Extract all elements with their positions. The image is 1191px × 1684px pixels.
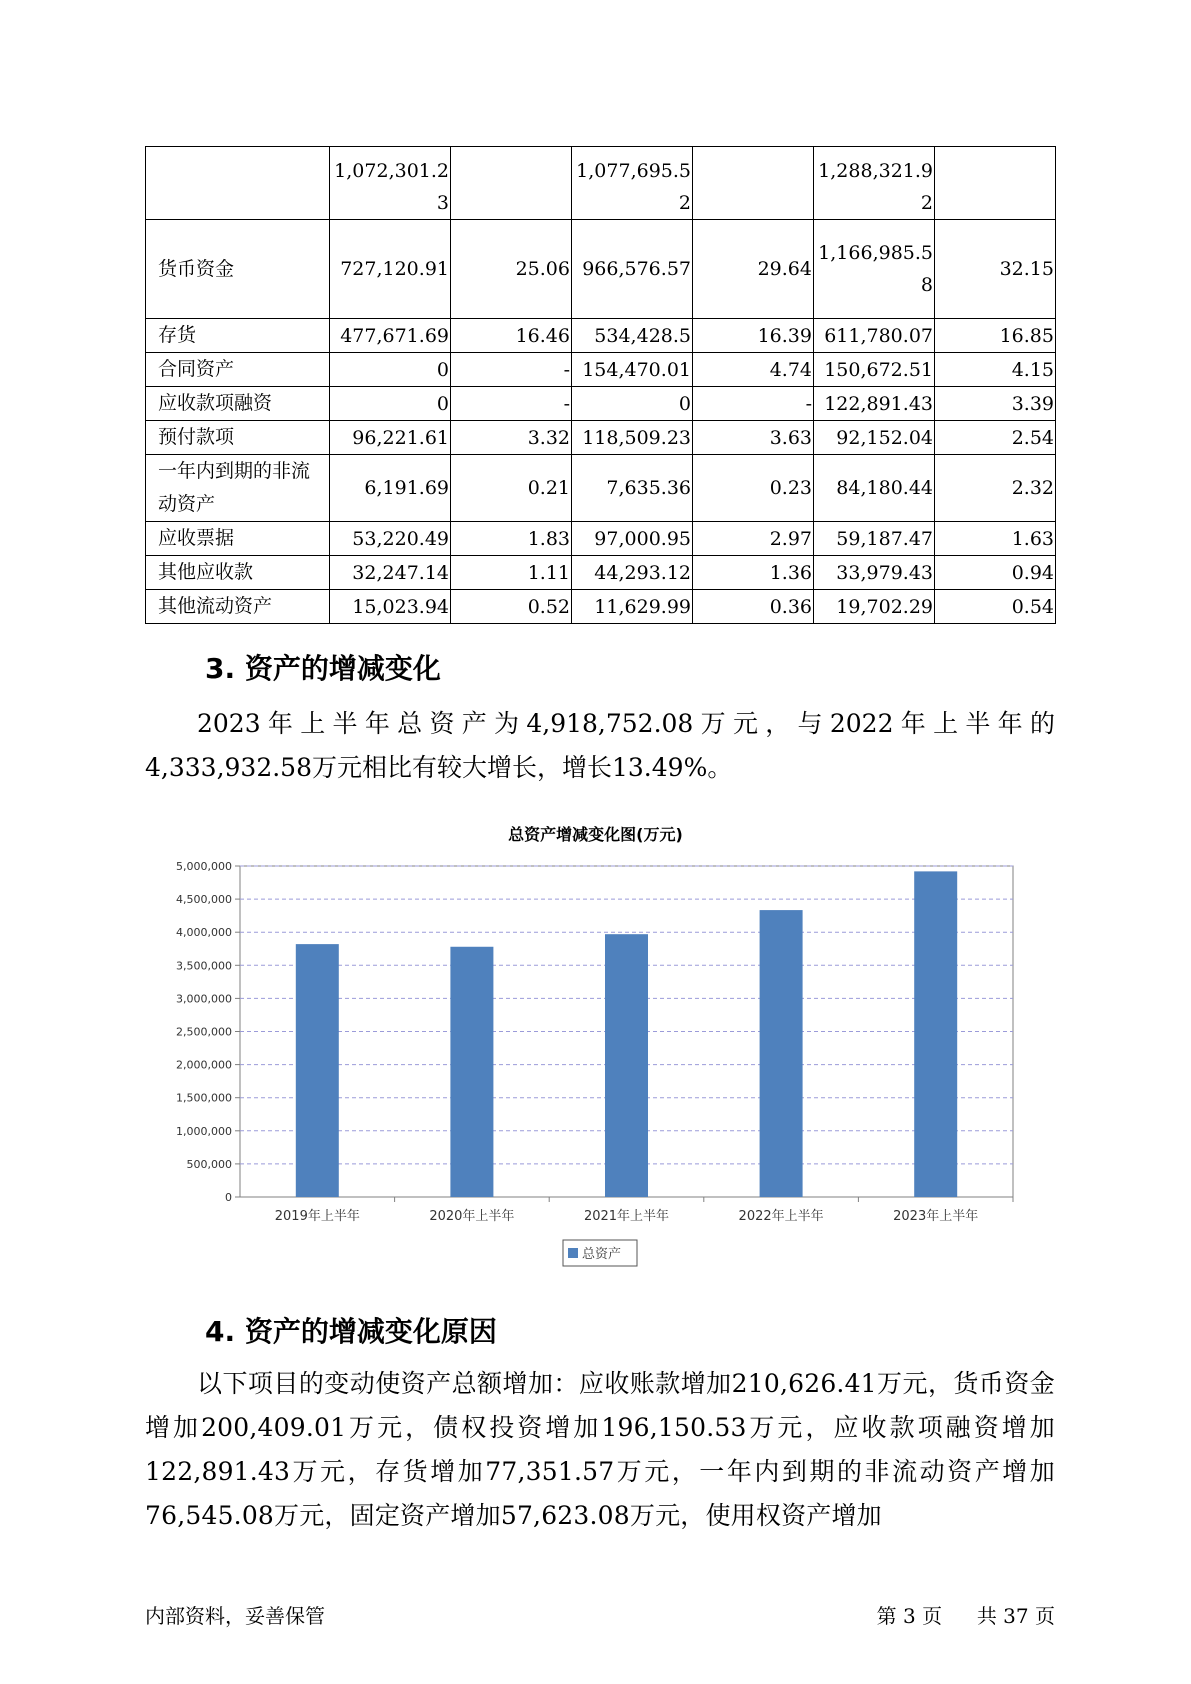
y-tick-label: 2,500,000 [176,1025,232,1039]
table-cell: 92,152.04 [814,421,935,455]
section-4-paragraph: 以下项目的变动使资产总额增加：应收账款增加210,626.41万元，货币资金增加200,409.01万元，债权投资增加196,150.53万元，应收款项融资增加122,891.43万元，存货增加77,351.57万元，一年内到期的非流动资产增加76,545.08万元，固定资产增加57,623.08万元，使用权资产增加 [145,1369,1055,1530]
footer-page-info [877,1600,1055,1629]
table-cell: 3.39 [935,387,1056,421]
table-cell: 0.54 [935,590,1056,624]
table-row-label: 一年内到期的非流动资产 [146,455,330,522]
table-cell: 1,077,695.52 [572,147,693,220]
table-cell: 1,166,985.58 [814,220,935,319]
table-row-label: 合同资产 [146,353,330,387]
y-tick-label: 4,000,000 [176,926,232,940]
table-cell: 534,428.5 [572,319,693,353]
table-cell: 0 [330,387,451,421]
table-cell: 0.36 [693,590,814,624]
table-row-label: 预付款项 [146,421,330,455]
table-cell: 1.11 [451,556,572,590]
table-cell: 1.36 [693,556,814,590]
y-tick-label: 5,000,000 [176,860,232,873]
table-cell: 2.54 [935,421,1056,455]
table-cell: 25.06 [451,220,572,319]
table-cell: 16.46 [451,319,572,353]
table-cell: 2.32 [935,455,1056,522]
table-cell: 3.32 [451,421,572,455]
table-cell: 0 [330,353,451,387]
table-cell: 16.85 [935,319,1056,353]
x-tick-label: 2019年上半年 [274,1209,360,1224]
bar [760,910,803,1197]
bar [296,944,339,1197]
table-row-label: 货币资金 [146,220,330,319]
table-cell: 477,671.69 [330,319,451,353]
table-cell: 1,072,301.23 [330,147,451,220]
table-cell: 44,293.12 [572,556,693,590]
table-row-label: 应收票据 [146,522,330,556]
legend-swatch [568,1248,578,1258]
table-cell: 0.23 [693,455,814,522]
table-cell: 4.15 [935,353,1056,387]
y-tick-label: 1,000,000 [176,1124,232,1138]
bar [914,871,957,1197]
bar [450,947,493,1197]
table-cell: 0.52 [451,590,572,624]
x-tick-label: 2022年上半年 [738,1209,824,1224]
table-cell: 97,000.95 [572,522,693,556]
table-cell: 1.63 [935,522,1056,556]
table-cell: 611,780.07 [814,319,935,353]
table-cell: 59,187.47 [814,522,935,556]
table-cell: 19,702.29 [814,590,935,624]
y-tick-label: 1,500,000 [176,1091,232,1105]
table-cell: 118,509.23 [572,421,693,455]
table-cell: 727,120.91 [330,220,451,319]
table-cell: 154,470.01 [572,353,693,387]
table-cell: 16.39 [693,319,814,353]
table-cell: 0.21 [451,455,572,522]
table-cell: 15,023.94 [330,590,451,624]
legend-label: 总资产 [582,1247,622,1262]
footer-page-total: 共 37 页 [976,1604,1055,1628]
section-3-paragraph: 2023年上半年总资产为4,918,752.08万元，与2022年上半年的4,333,932.58万元相比有较大增长，增长13.49%。 [145,709,1055,782]
table-cell: 4.74 [693,353,814,387]
table-cell: 0 [572,387,693,421]
chart-title: 总资产增减变化图(万元) [508,825,683,844]
table-row-label: 存货 [146,319,330,353]
y-tick-label: 3,000,000 [176,992,232,1006]
y-tick-label: 0 [225,1191,232,1204]
y-tick-label: 4,500,000 [176,893,232,907]
table-cell: 150,672.51 [814,353,935,387]
table-cell: 1.83 [451,522,572,556]
table-cell: 6,191.69 [330,455,451,522]
table-row-label: 其他流动资产 [146,590,330,624]
table-cell: 2.97 [693,522,814,556]
table-cell: 32.15 [935,220,1056,319]
table-cell: 84,180.44 [814,455,935,522]
table-cell: 7,635.36 [572,455,693,522]
y-tick-label: 500,000 [186,1157,232,1171]
table-cell: - [451,353,572,387]
x-tick-label: 2020年上半年 [429,1209,515,1224]
table-cell: 0.94 [935,556,1056,590]
table-cell: 966,576.57 [572,220,693,319]
table-row-label: 应收款项融资 [146,387,330,421]
table-cell: 29.64 [693,220,814,319]
table-cell: 1,288,321.92 [814,147,935,220]
table-cell: 53,220.49 [330,522,451,556]
table-cell: - [693,387,814,421]
table-row-label: 其他应收款 [146,556,330,590]
y-tick-label: 3,500,000 [176,959,232,973]
table-cell: 33,979.43 [814,556,935,590]
section-3-heading: 3. 资产的增减变化 [205,652,441,685]
table-cell: 3.63 [693,421,814,455]
x-tick-label: 2021年上半年 [583,1209,670,1224]
section-4-heading: 4. 资产的增减变化原因 [205,1315,497,1348]
table-cell: - [451,387,572,421]
x-tick-label: 2023年上半年 [893,1209,979,1224]
table-cell: 122,891.43 [814,387,935,421]
y-tick-label: 2,000,000 [176,1058,232,1072]
table-cell: 11,629.99 [572,590,693,624]
table-cell: 96,221.61 [330,421,451,455]
footer-confidential-note: 内部资料，妥善保管 [145,1604,325,1628]
table-cell: 32,247.14 [330,556,451,590]
footer-page-number: 第 3 页 [876,1604,943,1628]
bar [605,934,648,1197]
